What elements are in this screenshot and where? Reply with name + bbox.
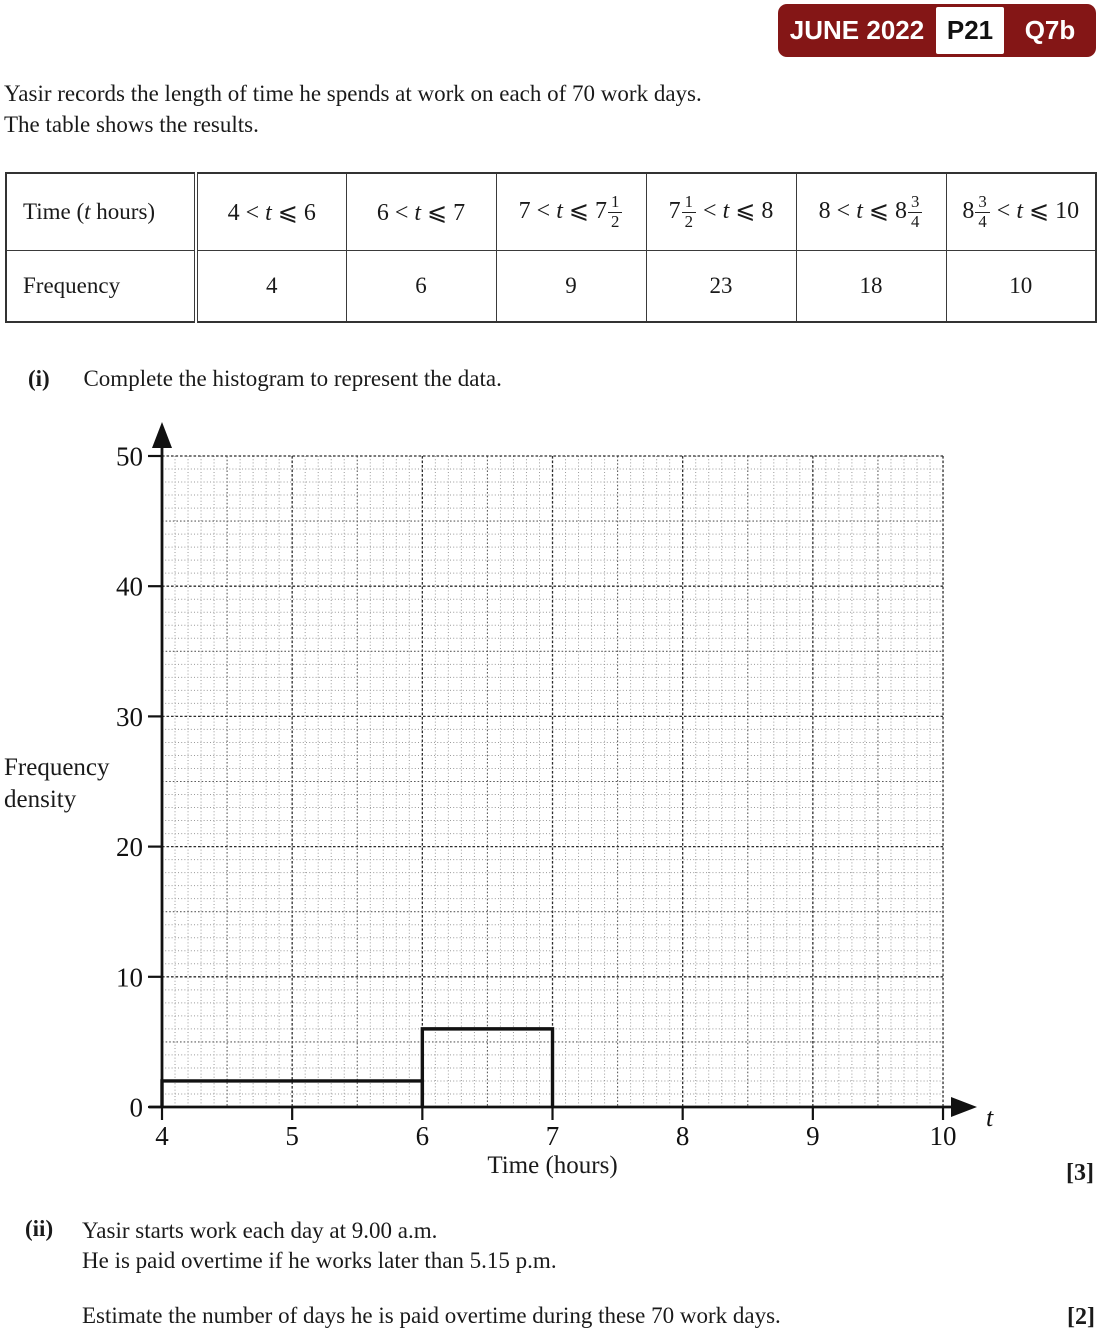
- x-axis-arrow-icon: [951, 1097, 977, 1117]
- question-intro: [4, 78, 702, 140]
- frequency-value-cell: 23: [646, 251, 796, 323]
- frequency-value-cell: 6: [346, 251, 496, 323]
- x-tick-label: 5: [285, 1121, 299, 1151]
- question-number-label: Q7b: [1024, 15, 1076, 45]
- interval-cell: 6 < t ⩽ 7: [346, 173, 496, 251]
- x-axis-title: Time (hours): [487, 1152, 618, 1179]
- part-i-marks: [3]: [1066, 1160, 1094, 1186]
- part-ii-line-1: Yasir starts work each day at 9.00 a.m.: [82, 1218, 438, 1243]
- fraction: $\frac{1}{2}$: [608, 193, 622, 232]
- frequency-value-cell: 18: [796, 251, 946, 323]
- interval-cell: 8 $\frac{3}{4}$ < t ⩽ 10: [946, 173, 1096, 251]
- y-tick-label: 50: [116, 441, 143, 472]
- intro-line-1: Yasir records the length of time he spends at work on each of 70 work days.: [4, 81, 702, 106]
- frequency-value-cell: 4: [196, 251, 346, 323]
- interval-cell: 8 < t ⩽ 8 $\frac{3}{4}$: [796, 173, 946, 251]
- part-ii-estimate-text: Estimate the number of days he is paid overtime during these 70 work days.: [82, 1303, 781, 1328]
- y-tick-label: 20: [116, 832, 143, 863]
- part-i-text: Complete the histogram to represent the data.: [83, 366, 502, 391]
- part-ii-line-2: He is paid overtime if he works later than 5.15 p.m.: [82, 1248, 557, 1273]
- paper-label: P21: [936, 7, 1004, 54]
- frequency-table: [5, 172, 1097, 323]
- y-tick-label: 40: [116, 571, 143, 602]
- fraction: $\frac{1}{2}$: [682, 193, 696, 232]
- histogram-svg: [0, 420, 1100, 1190]
- y-tick-label: 30: [116, 701, 143, 732]
- x-tick-label: 8: [675, 1121, 690, 1151]
- interval-cell: 4 < t ⩽ 6: [196, 173, 346, 251]
- table-header-row: [6, 173, 1096, 251]
- x-tick-label: 4: [155, 1121, 169, 1151]
- part-ii-marks: [2]: [1067, 1304, 1095, 1330]
- interval-cell: 7 < t ⩽ 7 $\frac{1}{2}$: [496, 173, 646, 251]
- x-tick-label: 7: [545, 1121, 560, 1151]
- interval-cell: 7 $\frac{1}{2}$ < t ⩽ 8: [646, 173, 796, 251]
- x-tick-label: 9: [806, 1121, 820, 1151]
- x-tick-label: 6: [415, 1121, 430, 1151]
- part-i-label: (i): [28, 366, 50, 391]
- fraction: $\frac{3}{4}$: [975, 193, 989, 232]
- intro-line-2: The table shows the results.: [4, 112, 259, 137]
- x-tick-label: 10: [929, 1121, 957, 1151]
- y-axis-title: Frequency density: [4, 754, 110, 813]
- part-ii-text: [82, 1216, 557, 1276]
- y-tick-label: 0: [129, 1092, 143, 1123]
- part-ii-line: [25, 1216, 53, 1242]
- y-tick-label: 10: [116, 962, 143, 993]
- part-ii-label: (ii): [25, 1216, 54, 1241]
- question-reference-badge: [778, 4, 1096, 57]
- x-axis-variable-symbol: t: [986, 1103, 994, 1132]
- y-axis-arrow-icon: [152, 422, 172, 448]
- time-header-cell: Time (t hours): [6, 173, 196, 251]
- frequency-label-cell: Frequency: [6, 251, 196, 323]
- frequency-value-cell: 9: [496, 251, 646, 323]
- session-label: JUNE 2022: [789, 15, 925, 45]
- table-frequency-row: [6, 251, 1096, 323]
- frequency-value-cell: 10: [946, 251, 1096, 323]
- fraction: $\frac{3}{4}$: [908, 193, 922, 232]
- part-i-line: [28, 366, 502, 392]
